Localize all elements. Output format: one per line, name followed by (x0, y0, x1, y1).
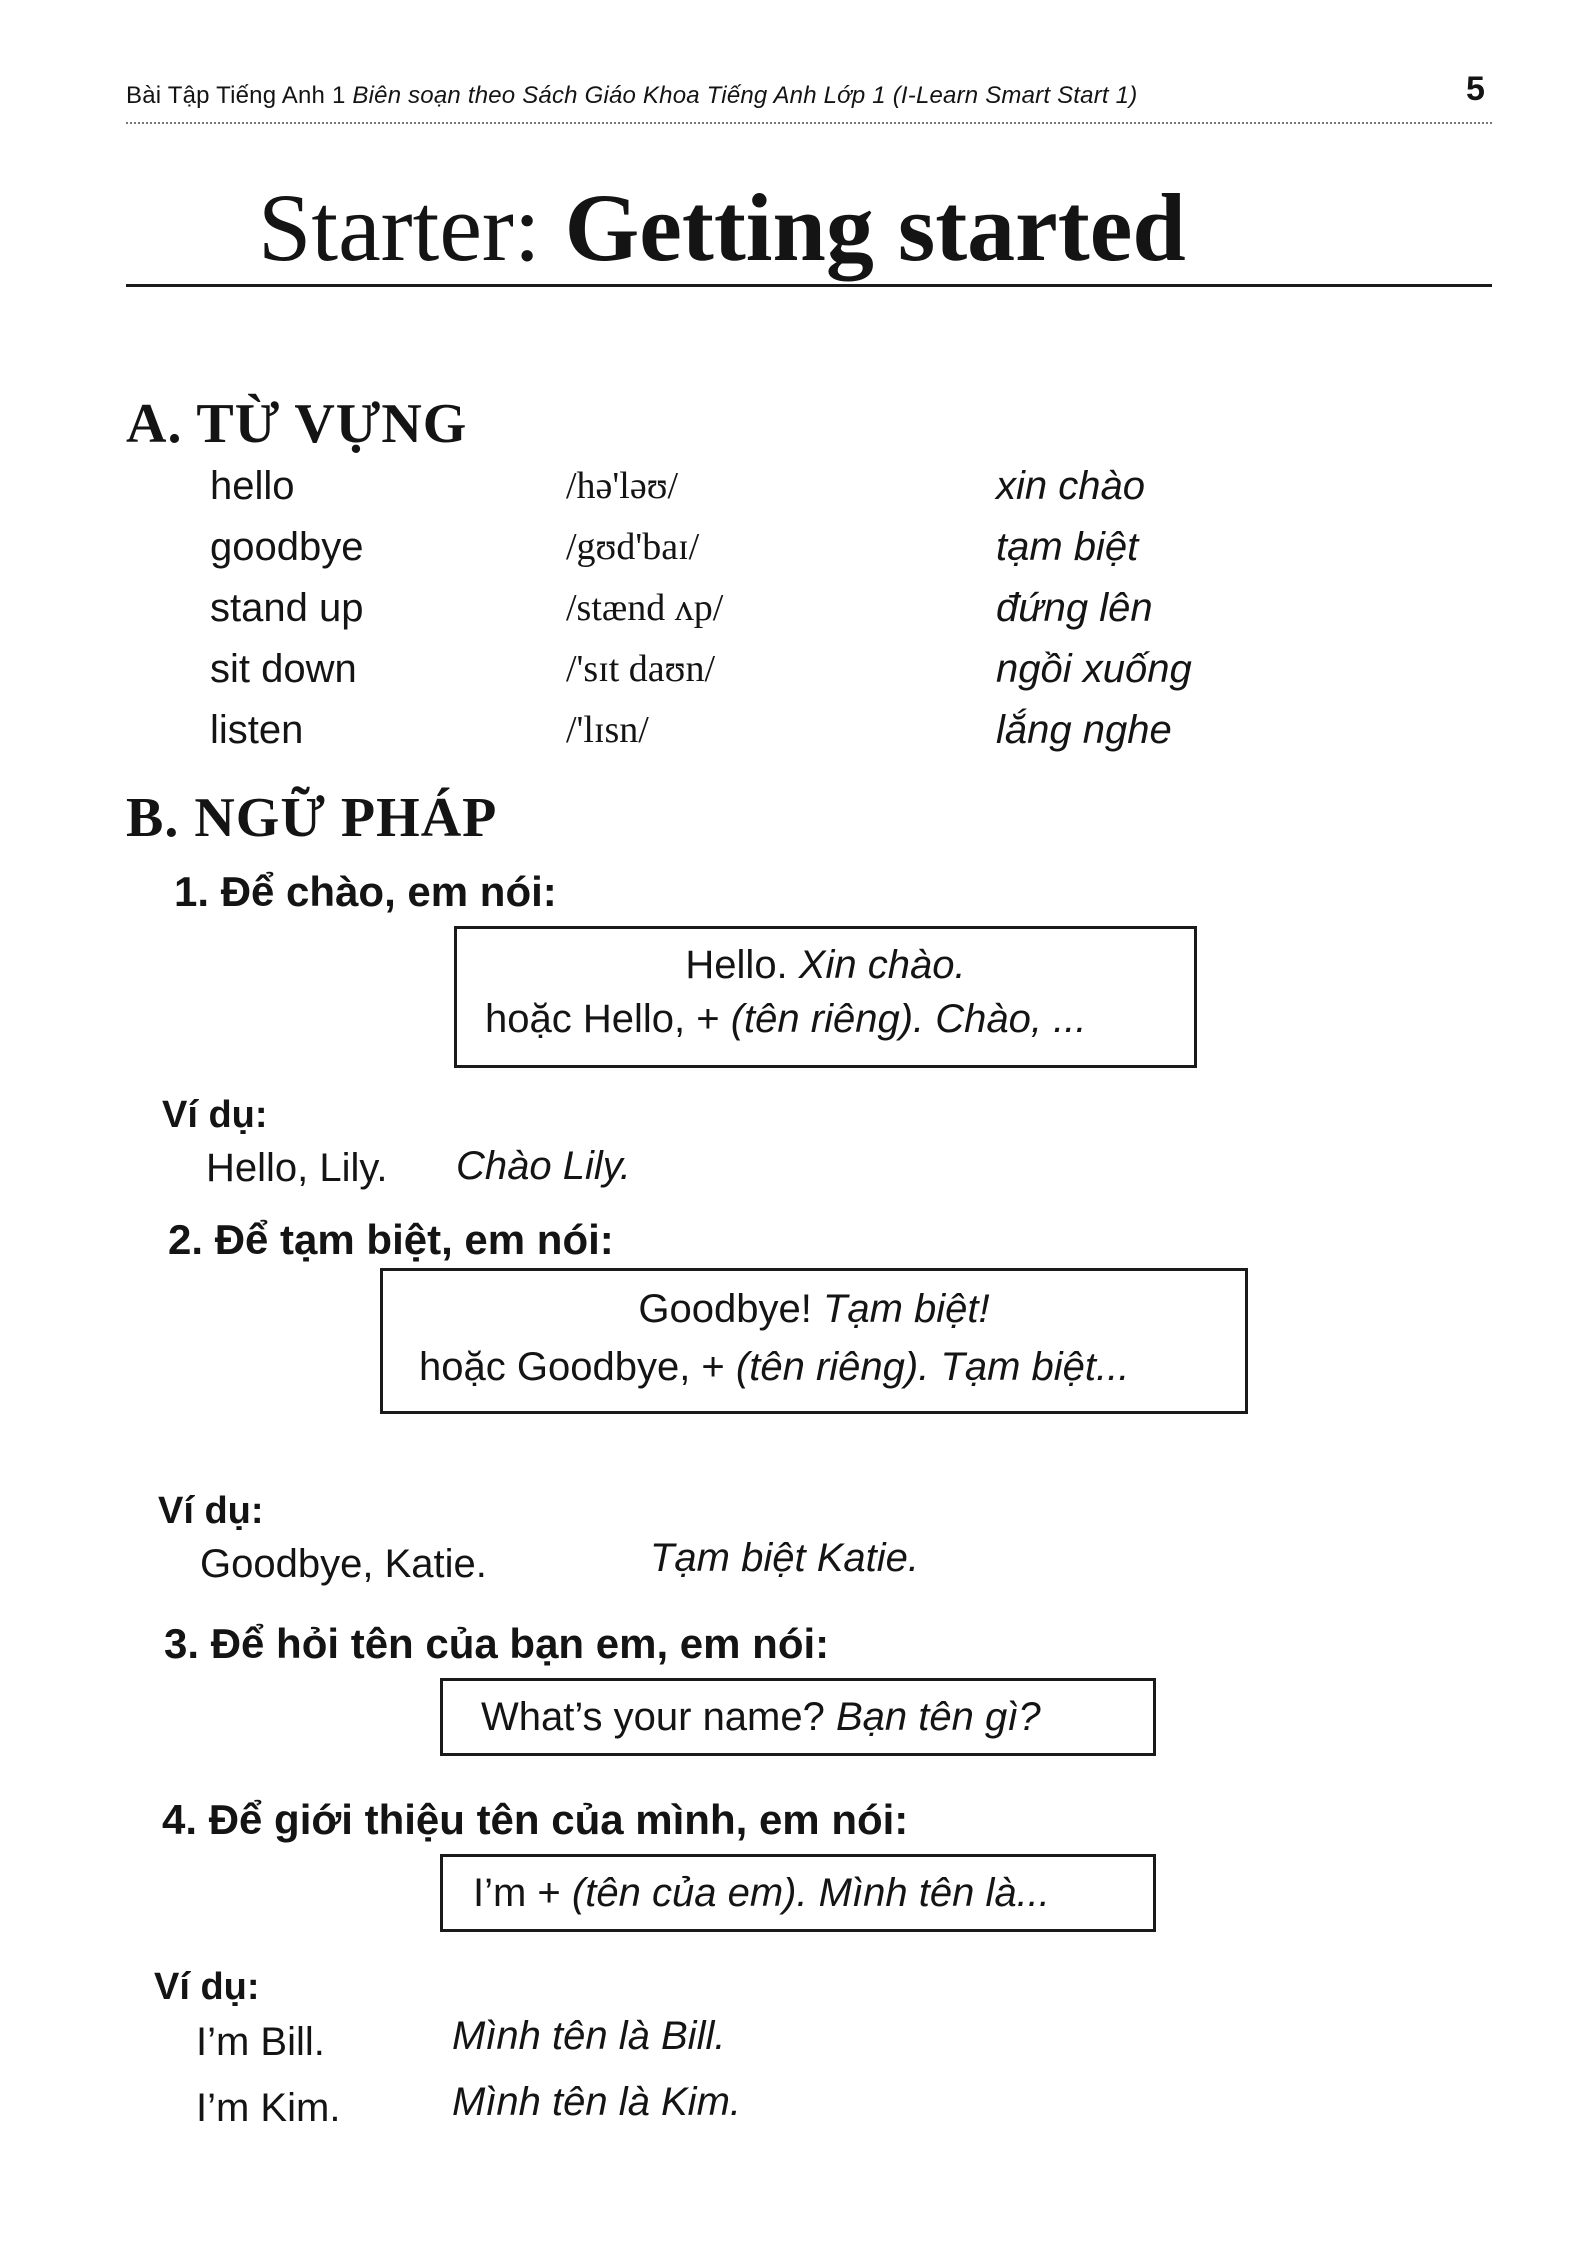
pattern-line (481, 1695, 1041, 1740)
pattern-vi: Xin chào. (798, 943, 966, 987)
pattern-en: Hello. (685, 943, 788, 987)
pattern-line (419, 1345, 1129, 1390)
vocabulary-heading: A. TỪ VỰNG (126, 393, 468, 455)
example-label: Ví dụ: (162, 1094, 268, 1136)
example-en: I’m Bill. (196, 2020, 325, 2064)
pattern-en: hoặc Hello, + (485, 997, 720, 1041)
example-vi: Tạm biệt Katie. (650, 1536, 920, 1580)
vocab-ipa: /gʊd'baɪ/ (566, 526, 700, 568)
pattern-en: Goodbye! (638, 1287, 812, 1331)
vocab-meaning: lắng nghe (996, 708, 1172, 752)
vocab-ipa: /'sɪt daʊn/ (566, 648, 716, 690)
pattern-vi: (tên riêng). Chào, ... (730, 997, 1087, 1041)
pattern-en: hoặc Goodbye, + (419, 1345, 725, 1389)
vocab-meaning: tạm biệt (996, 525, 1139, 569)
vocab-meaning: đứng lên (996, 586, 1153, 630)
grammar-pattern-box (440, 1854, 1156, 1932)
grammar-pattern-box (454, 926, 1197, 1068)
header-subtitle: Biên soạn theo Sách Giáo Khoa Tiếng Anh Lớp 1 (I-Learn Smart Start 1) (352, 82, 1138, 109)
grammar-point-title: 2. Để tạm biệt, em nói: (168, 1216, 614, 1263)
pattern-vi: (tên riêng). Tạm biệt... (735, 1345, 1130, 1389)
pattern-vi: Bạn tên gì? (836, 1695, 1041, 1739)
example-label: Ví dụ: (158, 1490, 264, 1532)
pattern-vi: Tạm biệt! (822, 1287, 990, 1331)
example-en: Hello, Lily. (206, 1146, 388, 1190)
example-label: Ví dụ: (154, 1966, 260, 2008)
grammar-heading: B. NGỮ PHÁP (126, 787, 498, 849)
vocab-row (0, 464, 1588, 524)
vocab-meaning: ngồi xuống (996, 647, 1192, 691)
header-divider (126, 122, 1492, 124)
title-prefix: Starter: (258, 174, 541, 281)
grammar-point-title: 1. Để chào, em nói: (174, 868, 557, 915)
running-header (126, 82, 1137, 110)
grammar-pattern-box (380, 1268, 1248, 1414)
page-title (258, 172, 1186, 283)
pattern-en: What’s your name? (481, 1695, 825, 1739)
pattern-vi: (tên của em). Mình tên là... (571, 1871, 1050, 1915)
title-main: Getting started (564, 174, 1186, 281)
example-vi: Mình tên là Kim. (452, 2080, 742, 2124)
vocab-ipa: /hə'ləʊ/ (566, 465, 679, 507)
vocab-word: listen (210, 708, 304, 752)
pattern-line (473, 1871, 1050, 1916)
example-vi: Mình tên là Bill. (452, 2014, 726, 2058)
grammar-point-title: 4. Để giới thiệu tên của mình, em nói: (162, 1796, 909, 1843)
pattern-line (457, 943, 1194, 988)
vocab-meaning: xin chào (996, 464, 1145, 508)
vocab-row (0, 525, 1588, 585)
example-en: I’m Kim. (196, 2086, 341, 2130)
header-series: Bài Tập Tiếng Anh 1 (126, 82, 346, 109)
page-number: 5 (1466, 70, 1485, 108)
vocab-word: goodbye (210, 525, 364, 569)
title-underline (126, 284, 1492, 287)
pattern-line (383, 1287, 1245, 1332)
vocab-ipa: /'lɪsn/ (566, 709, 649, 751)
vocab-word: hello (210, 464, 295, 508)
grammar-point-title: 3. Để hỏi tên của bạn em, em nói: (164, 1620, 830, 1667)
grammar-pattern-box (440, 1678, 1156, 1756)
example-en: Goodbye, Katie. (200, 1542, 487, 1586)
pattern-en: I’m + (473, 1871, 561, 1915)
vocab-ipa: /stænd ʌp/ (566, 587, 724, 629)
vocab-word: sit down (210, 647, 357, 691)
example-vi: Chào Lily. (456, 1144, 631, 1188)
vocab-row (0, 647, 1588, 707)
vocab-word: stand up (210, 586, 364, 630)
pattern-line (485, 997, 1086, 1042)
vocab-row (0, 708, 1588, 768)
vocab-row (0, 586, 1588, 646)
